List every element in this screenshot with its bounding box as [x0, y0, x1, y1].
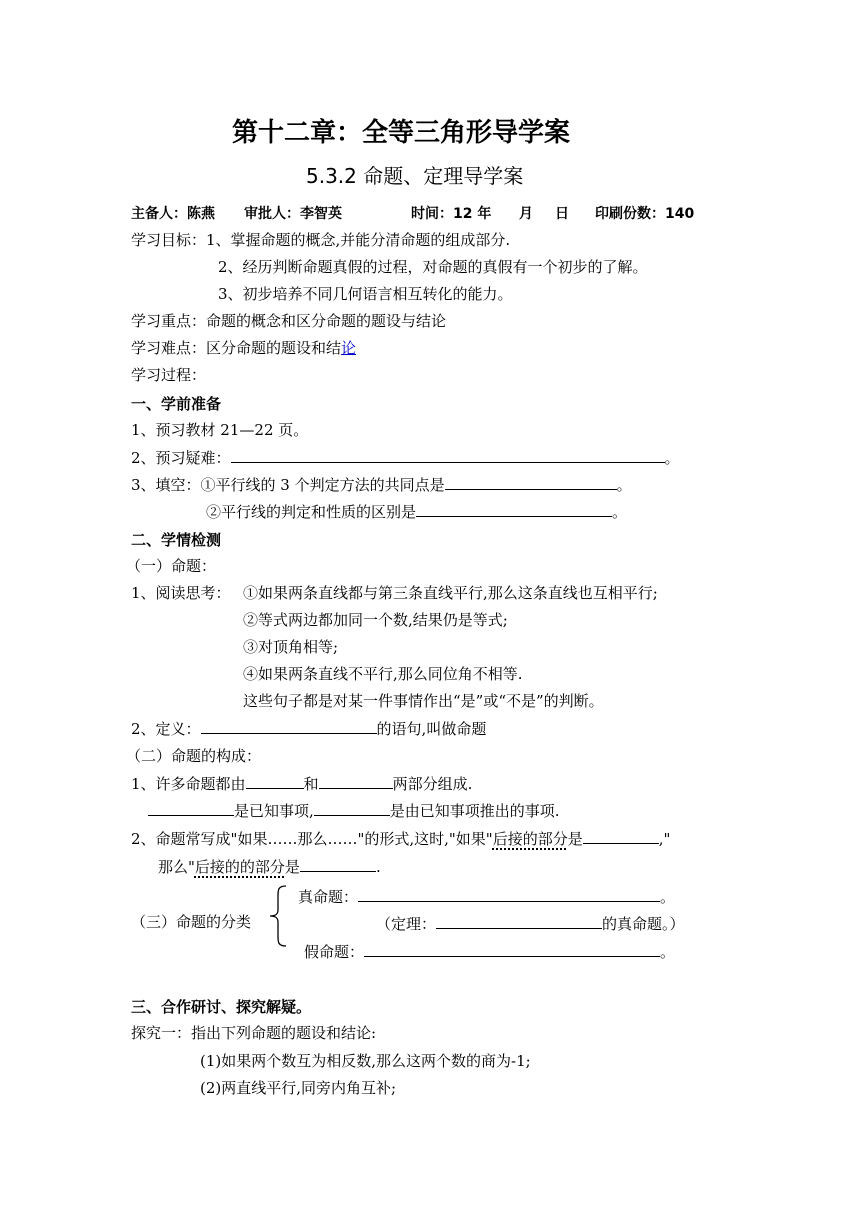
c4-a: 那么": [158, 858, 195, 876]
read-summary: 这些句子都是对某一件事情作出“是”或“不是”的判断。: [243, 692, 604, 710]
definition-end: 的语句,叫做命题: [376, 720, 487, 738]
c1-c: 两部分组成.: [392, 775, 473, 793]
true-label: 真命题：: [298, 888, 359, 906]
blank-field[interactable]: [314, 800, 390, 816]
blank-field[interactable]: [436, 913, 602, 929]
difficulty-link[interactable]: 论: [341, 339, 357, 357]
c3-b: 后接的部分: [492, 830, 568, 848]
s2-sub-2: （二）命题的构成：: [126, 747, 262, 765]
meta-day: 日: [555, 206, 569, 222]
composition-line-1: [131, 773, 472, 794]
c2-b: 是由已知事项推出的事项.: [389, 802, 560, 820]
s2-sub-1: （一）命题：: [126, 557, 217, 575]
false-label: 假命题：: [304, 943, 365, 961]
meta-approver: 审批人：李智英: [244, 206, 342, 222]
s1-line-4-text: ②平行线的判定和性质的区别是: [206, 503, 417, 521]
difficulty-text: 学习难点：区分命题的题设和结: [131, 339, 342, 357]
c4-d: .: [375, 858, 381, 876]
blank-field[interactable]: [246, 773, 304, 789]
goal-2: 2、经历判断命题真假的过程，对命题的真假有一个初步的了解。: [218, 258, 648, 276]
section-3-heading: 三、合作研讨、探究解疑。: [131, 998, 312, 1016]
read-item-3: ③对顶角相等;: [243, 638, 339, 656]
blank-field[interactable]: [201, 718, 377, 734]
s1-line-2-text: 2、预习疑难：: [131, 449, 231, 467]
s1-line-3-end: 。: [616, 476, 632, 494]
goals-label: 学习目标：: [131, 231, 207, 249]
c3-c: 是: [567, 830, 583, 848]
explore-item-1: (1)如果两个数互为相反数,那么这两个数的商为-1;: [200, 1052, 531, 1070]
definition-line: [131, 718, 486, 739]
explore-line: 探究一：指出下列命题的题设和结论:: [131, 1024, 377, 1042]
blank-field[interactable]: [231, 447, 665, 463]
c3-a: 2、命题常写成"如果……那么……"的形式,这时,"如果": [131, 830, 493, 848]
focus-line: 学习重点：命题的概念和区分命题的题设与结论: [131, 312, 447, 330]
theorem-line: [376, 913, 685, 934]
process-label: 学习过程：: [131, 366, 207, 384]
meta-time: 时间：12 年: [411, 206, 492, 222]
section-1-heading: 一、学前准备: [131, 395, 222, 413]
s1-line-3-text: 3、填空：①平行线的 3 个判定方法的共同点是: [131, 476, 445, 494]
false-end: 。: [660, 943, 676, 961]
curly-brace-icon: [266, 884, 288, 948]
explore-item-2: (2)两直线平行,同旁内角互补;: [200, 1079, 397, 1097]
blank-field[interactable]: [445, 474, 617, 490]
meta-preparer: 主备人：陈燕: [131, 206, 215, 222]
page-title: 第十二章：全等三角形导学案: [232, 118, 571, 148]
s1-line-4-end: 。: [612, 503, 628, 521]
blank-field[interactable]: [583, 828, 659, 844]
c2-a: 是已知事项,: [234, 802, 314, 820]
c4-b: 后接的的部分: [194, 858, 285, 876]
c4-c: 是: [284, 858, 300, 876]
read-item-4: ④如果两条直线不平行,那么同位角不相等.: [243, 665, 523, 683]
blank-field[interactable]: [319, 773, 393, 789]
page-subtitle: 5.3.2 命题、定理导学案: [306, 164, 524, 188]
section-2-heading: 二、学情检测: [131, 531, 222, 549]
read-label: 1、阅读思考：: [131, 584, 231, 602]
c1-a: 1、许多命题都由: [131, 775, 246, 793]
blank-field[interactable]: [364, 941, 660, 957]
goal-1: 1、掌握命题的概念,并能分清命题的组成部分.: [206, 231, 511, 249]
blank-field[interactable]: [300, 856, 376, 872]
s1-line-3: [131, 474, 632, 495]
read-item-2: ②等式两边都加同一个数,结果仍是等式;: [243, 611, 508, 629]
false-proposition-line: [304, 941, 675, 962]
theorem-a: （定理：: [376, 915, 437, 933]
c1-b: 和: [303, 775, 319, 793]
definition-label: 2、定义：: [131, 720, 201, 738]
s1-line-2: [131, 447, 680, 468]
s1-line-4: [206, 501, 627, 522]
blank-field[interactable]: [358, 886, 660, 902]
meta-copies: 印刷份数：140: [595, 206, 695, 222]
blank-field[interactable]: [148, 800, 234, 816]
s1-line-1: 1、预习教材 21—22 页。: [131, 421, 309, 439]
meta-month: 月: [519, 206, 533, 222]
true-end: 。: [660, 888, 676, 906]
blank-field[interactable]: [416, 501, 612, 517]
theorem-b: 的真命题。）: [602, 915, 685, 933]
composition-line-3: [131, 828, 670, 849]
classification-label: （三）命题的分类: [131, 913, 252, 931]
composition-line-2: [148, 800, 560, 821]
c3-d: ,": [658, 830, 671, 848]
goal-3: 3、初步培养不同几何语言相互转化的能力。: [218, 285, 513, 303]
read-item-1: ①如果两条直线都与第三条直线平行,那么这条直线也互相平行;: [243, 584, 658, 602]
s1-line-2-end: 。: [664, 449, 680, 467]
composition-line-4: [158, 856, 381, 877]
true-proposition-line: [298, 886, 675, 907]
difficulty-line: [131, 338, 356, 358]
